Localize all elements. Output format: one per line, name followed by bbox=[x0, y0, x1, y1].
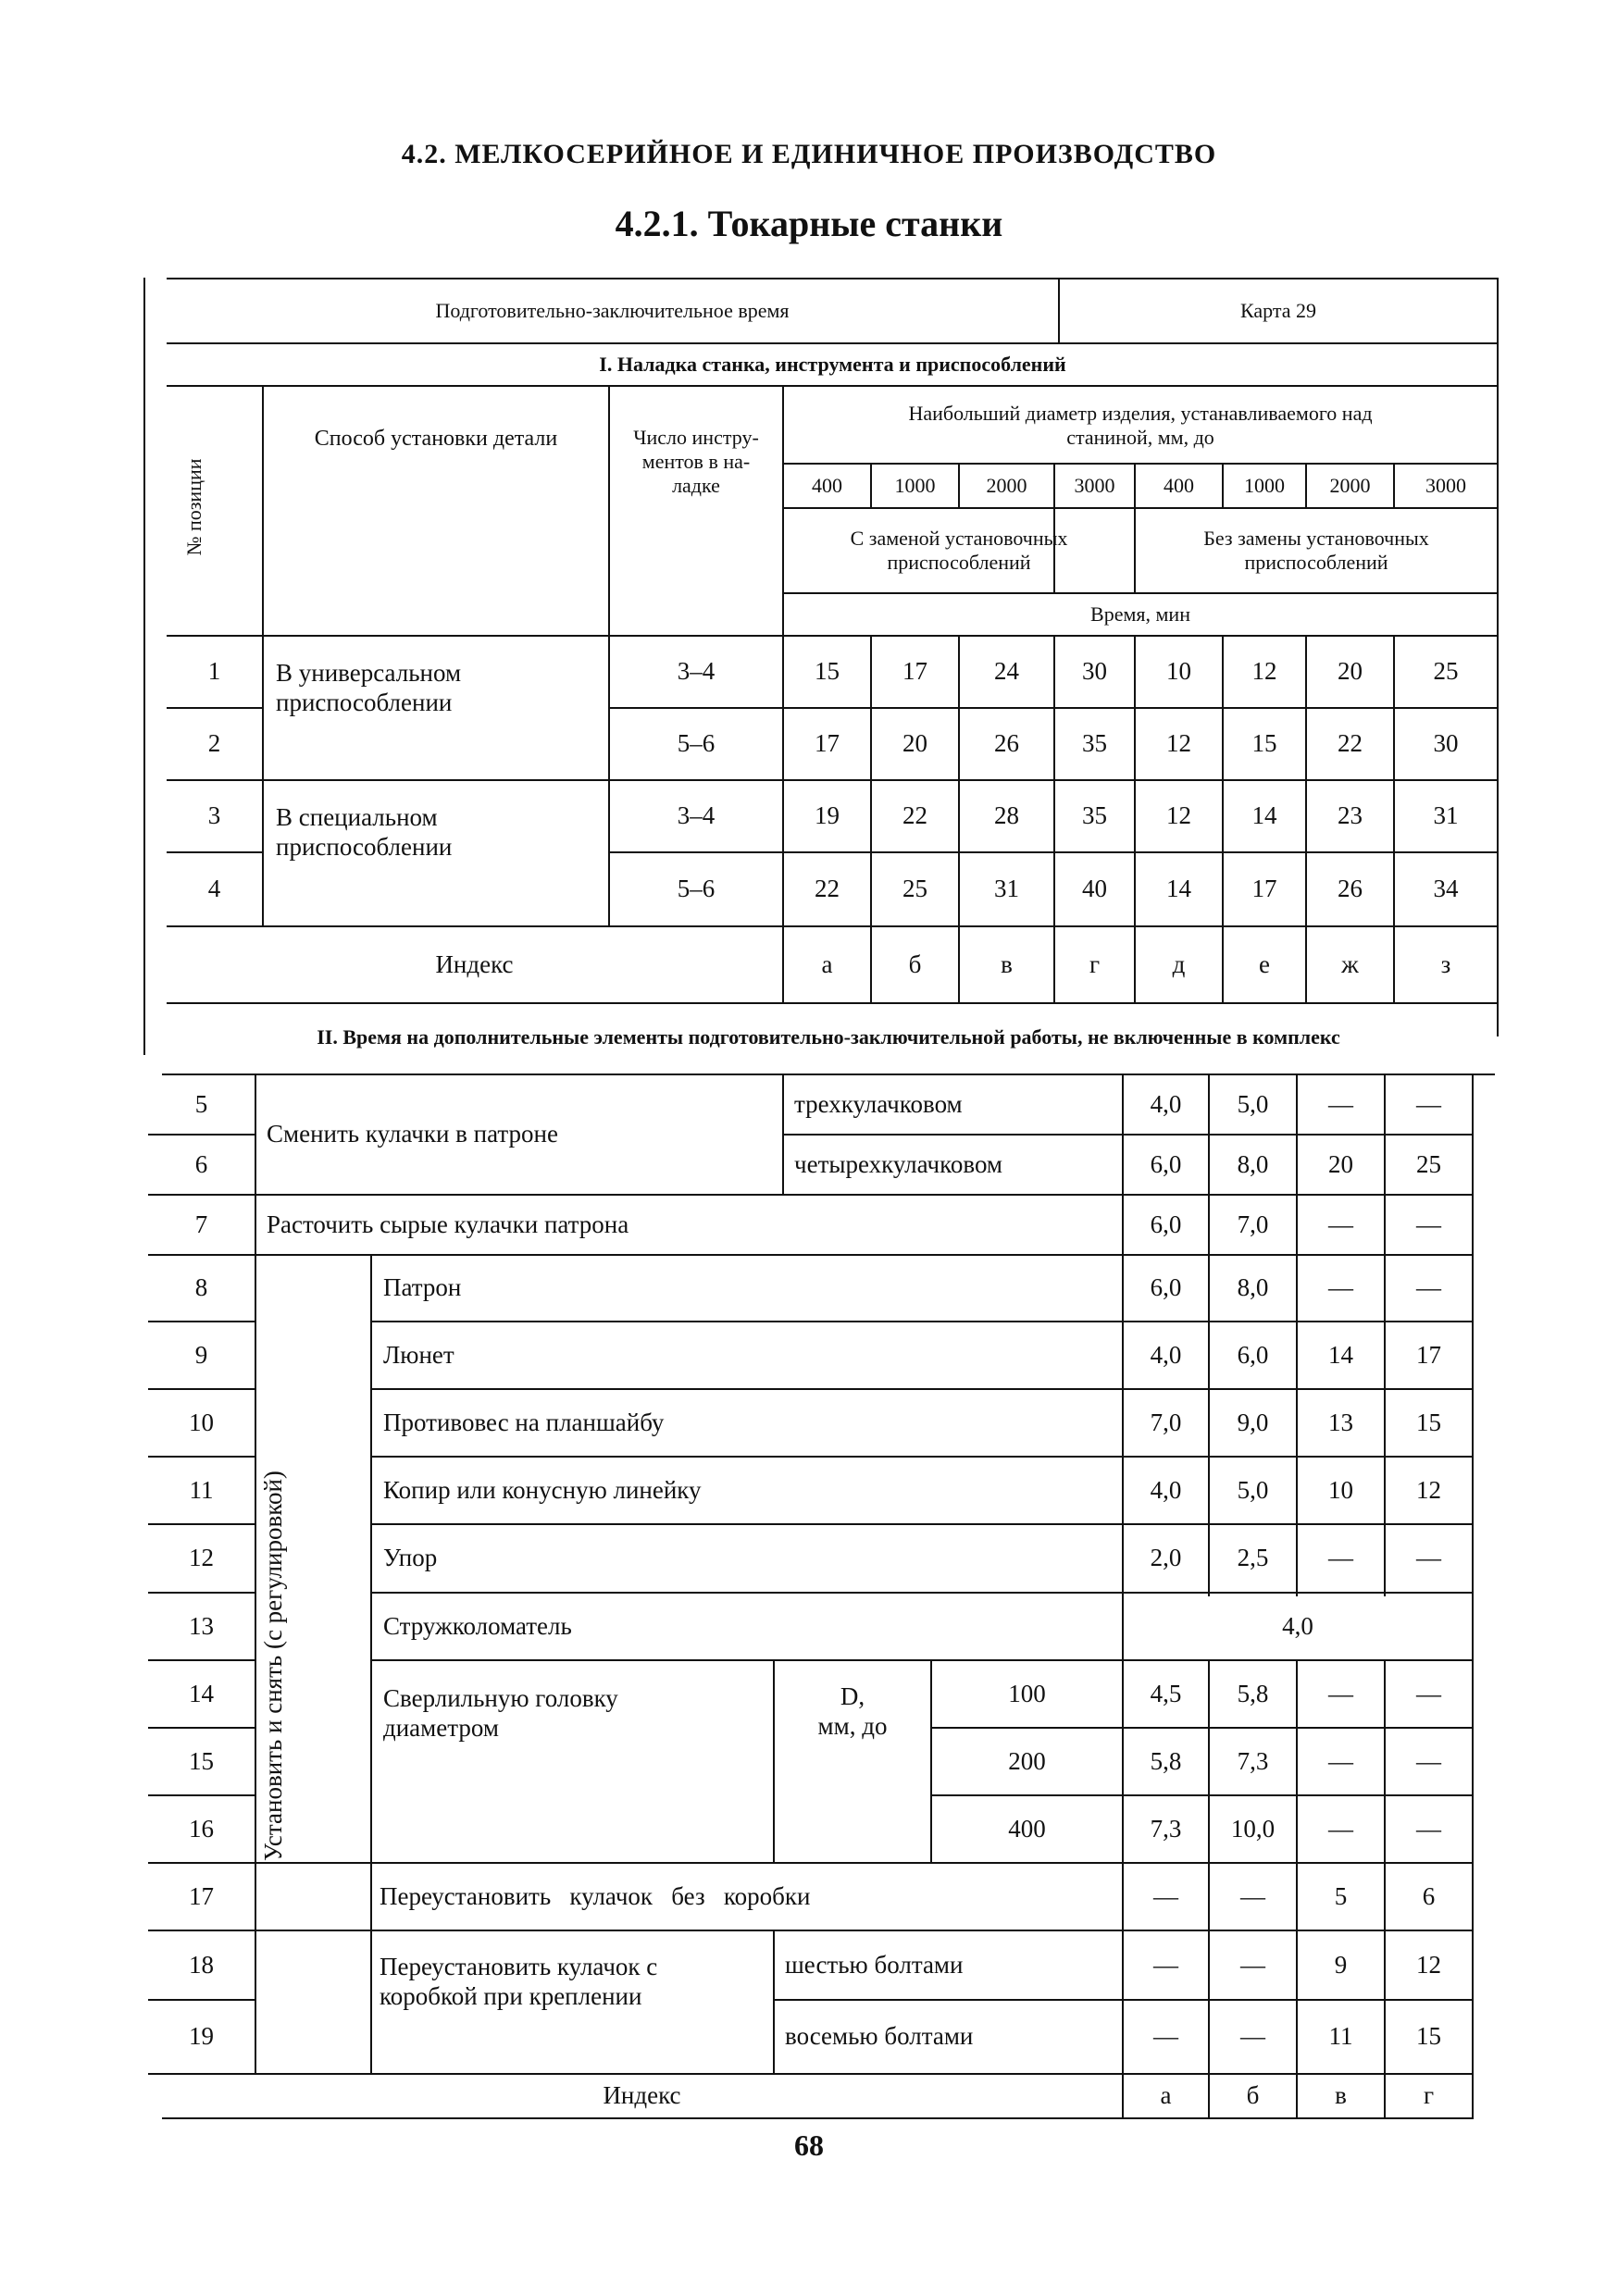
value-cell: 6,0 bbox=[1150, 1273, 1182, 1302]
index-cell: д bbox=[1172, 949, 1186, 978]
position-cell: 7 bbox=[194, 1210, 208, 1238]
index-cell: б bbox=[908, 949, 922, 978]
tools-cell: 3–4 bbox=[677, 657, 716, 686]
drill-d-label: D, мм, до bbox=[817, 1682, 888, 1740]
value-cell: 28 bbox=[994, 801, 1019, 830]
position-cell: 6 bbox=[194, 1149, 208, 1178]
card-number: Карта 29 bbox=[1239, 299, 1316, 323]
value-cell: 25 bbox=[1433, 657, 1459, 686]
change-jaws-label: Сменить кулачки в патроне bbox=[267, 1120, 558, 1148]
position-cell: 15 bbox=[189, 1746, 214, 1775]
value-cell: — bbox=[1416, 1089, 1441, 1118]
value-cell: 20 bbox=[1328, 1149, 1353, 1178]
position-cell: 4 bbox=[207, 875, 221, 903]
position-cell: 10 bbox=[189, 1408, 214, 1436]
value-cell: 30 bbox=[1433, 729, 1459, 758]
position-cell: 16 bbox=[189, 1814, 214, 1843]
value-cell: — bbox=[1328, 1210, 1353, 1238]
three-jaw-label: трехкулачковом bbox=[794, 1089, 963, 1118]
row-label: Переустановить кулачок без коробки bbox=[380, 1881, 811, 1910]
value-cell: — bbox=[1153, 1881, 1178, 1910]
value-cell: 4,0 bbox=[1150, 1475, 1182, 1504]
value-cell: — bbox=[1416, 1746, 1441, 1775]
index-cell: г bbox=[1089, 949, 1101, 978]
value-cell: 17 bbox=[1416, 1340, 1441, 1369]
value-cell: 40 bbox=[1082, 875, 1107, 903]
position-cell: 1 bbox=[207, 657, 221, 686]
index-label: Индекс bbox=[435, 949, 514, 978]
row-label: Стружколоматель bbox=[383, 1611, 572, 1640]
value-cell: 13 bbox=[1328, 1408, 1353, 1436]
value-cell: — bbox=[1416, 1273, 1441, 1302]
row-label: Противовес на планшайбу bbox=[383, 1408, 665, 1436]
value-cell: 14 bbox=[1166, 875, 1191, 903]
index-cell: з bbox=[1440, 949, 1451, 978]
method-special: В специальном приспособлении bbox=[276, 803, 453, 861]
method-column-header: Способ установки детали bbox=[314, 427, 558, 451]
bore-jaws-label: Расточить сырые кулачки патрона bbox=[267, 1210, 629, 1238]
index-cell: ж bbox=[1341, 949, 1359, 978]
value-cell: 22 bbox=[1338, 729, 1363, 758]
value-cell: 2,0 bbox=[1150, 1544, 1182, 1572]
value-cell: 12 bbox=[1166, 801, 1191, 830]
value-cell: — bbox=[1416, 1679, 1441, 1707]
value-cell: 30 bbox=[1082, 657, 1107, 686]
drill-diameter-cell: 100 bbox=[1008, 1679, 1046, 1707]
tools-cell: 5–6 bbox=[677, 729, 716, 758]
value-cell: 26 bbox=[1338, 875, 1363, 903]
index-cell: в bbox=[1001, 949, 1013, 978]
value-cell: 8,0 bbox=[1237, 1149, 1269, 1178]
group-without-replacement: Без замены установочных приспособлений bbox=[1203, 527, 1429, 574]
value-cell: 12 bbox=[1416, 1950, 1441, 1979]
value-cell: 2,5 bbox=[1237, 1544, 1269, 1572]
value-cell: 9 bbox=[1334, 1950, 1348, 1979]
value-cell: — bbox=[1328, 1814, 1353, 1843]
position-cell: 19 bbox=[189, 2022, 214, 2051]
diameter-cell: 2000 bbox=[1329, 474, 1371, 498]
value-cell: — bbox=[1328, 1089, 1353, 1118]
value-cell: 4,0 bbox=[1150, 1340, 1182, 1369]
value-cell: 35 bbox=[1082, 801, 1107, 830]
position-cell: 13 bbox=[189, 1611, 214, 1640]
card-title: Подготовительно-заключительное время bbox=[435, 299, 790, 323]
merged-value-cell: 4,0 bbox=[1282, 1611, 1313, 1640]
value-cell: 6,0 bbox=[1237, 1340, 1269, 1369]
part2-title: II. Время на дополнительные элементы подготовительно-заключительной работы, не включенные в комплекс bbox=[317, 1025, 1340, 1049]
value-cell: 14 bbox=[1328, 1340, 1353, 1369]
value-cell: 25 bbox=[1416, 1149, 1441, 1178]
value-cell: — bbox=[1328, 1679, 1353, 1707]
index-cell: а bbox=[821, 949, 833, 978]
install-remove-label: Установить и снять (с регулировкой) bbox=[258, 1471, 287, 1861]
part1-title: I. Наладка станка, инструмента и приспособлений bbox=[599, 353, 1066, 377]
tools-cell: 5–6 bbox=[677, 875, 716, 903]
value-cell: 10 bbox=[1328, 1475, 1353, 1504]
value-cell: 12 bbox=[1166, 729, 1191, 758]
value-cell: — bbox=[1328, 1544, 1353, 1572]
value-cell: 17 bbox=[902, 657, 927, 686]
position-cell: 17 bbox=[189, 1881, 214, 1910]
value-cell: 5,8 bbox=[1237, 1679, 1269, 1707]
value-cell: 15 bbox=[1251, 729, 1277, 758]
value-cell: 22 bbox=[902, 801, 927, 830]
time-label: Время, мин bbox=[1090, 602, 1190, 627]
diameter-cell: 400 bbox=[812, 474, 842, 498]
value-cell: 7,3 bbox=[1150, 1814, 1182, 1843]
value-cell: 6,0 bbox=[1150, 1149, 1182, 1178]
value-cell: 20 bbox=[1338, 657, 1363, 686]
diameter-cell: 2000 bbox=[986, 474, 1027, 498]
value-cell: 14 bbox=[1251, 801, 1277, 830]
tools-cell: 3–4 bbox=[677, 801, 716, 830]
index-cell: г bbox=[1423, 2081, 1435, 2110]
value-cell: — bbox=[1328, 1746, 1353, 1775]
position-cell: 11 bbox=[189, 1475, 214, 1504]
index-cell: а bbox=[1160, 2081, 1172, 2110]
index-cell: б bbox=[1246, 2081, 1260, 2110]
value-cell: — bbox=[1153, 1950, 1178, 1979]
value-cell: 19 bbox=[815, 801, 840, 830]
row-label: Люнет bbox=[383, 1340, 454, 1369]
value-cell: 20 bbox=[902, 729, 927, 758]
position-cell: 12 bbox=[189, 1544, 214, 1572]
value-cell: — bbox=[1416, 1210, 1441, 1238]
value-cell: — bbox=[1240, 1950, 1265, 1979]
drill-head-label: Сверлильную головку диаметром bbox=[383, 1684, 618, 1742]
value-cell: 17 bbox=[815, 729, 840, 758]
page-number: 68 bbox=[794, 2128, 824, 2162]
diameter-column-header: Наибольший диаметр изделия, устанавливаемого над станиной, мм, до bbox=[908, 402, 1373, 449]
value-cell: 35 bbox=[1082, 729, 1107, 758]
value-cell: 5,8 bbox=[1150, 1746, 1182, 1775]
index-cell: е bbox=[1259, 949, 1270, 978]
value-cell: 4,5 bbox=[1150, 1679, 1182, 1707]
group-with-replacement: С заменой установочных приспособлений bbox=[850, 527, 1068, 574]
value-cell: 12 bbox=[1251, 657, 1277, 686]
value-cell: 4,0 bbox=[1150, 1089, 1182, 1118]
drill-diameter-cell: 400 bbox=[1008, 1814, 1046, 1843]
value-cell: — bbox=[1328, 1273, 1353, 1302]
method-universal: В универсальном приспособлении bbox=[276, 659, 462, 716]
position-cell: 2 bbox=[207, 729, 221, 758]
value-cell: 7,3 bbox=[1237, 1746, 1269, 1775]
value-cell: 22 bbox=[815, 875, 840, 903]
row-label: Копир или конусную линейку bbox=[383, 1475, 702, 1504]
drill-diameter-cell: 200 bbox=[1008, 1746, 1046, 1775]
diameter-cell: 1000 bbox=[1244, 474, 1285, 498]
value-cell: 15 bbox=[1416, 1408, 1441, 1436]
value-cell: 11 bbox=[1328, 2022, 1353, 2051]
value-cell: — bbox=[1240, 2022, 1265, 2051]
diameter-cell: 3000 bbox=[1425, 474, 1466, 498]
value-cell: 15 bbox=[1416, 2022, 1441, 2051]
diameter-cell: 3000 bbox=[1074, 474, 1115, 498]
value-cell: 7,0 bbox=[1237, 1210, 1269, 1238]
sub-label: шестью болтами bbox=[785, 1950, 964, 1979]
value-cell: — bbox=[1416, 1544, 1441, 1572]
value-cell: 5,0 bbox=[1237, 1089, 1269, 1118]
value-cell: 8,0 bbox=[1237, 1273, 1269, 1302]
value-cell: — bbox=[1153, 2022, 1178, 2051]
diameter-cell: 400 bbox=[1164, 474, 1194, 498]
value-cell: 15 bbox=[815, 657, 840, 686]
tools-column-header: Число инстру- ментов в на- ладке bbox=[633, 426, 759, 497]
diameter-cell: 1000 bbox=[894, 474, 936, 498]
position-cell: 9 bbox=[194, 1340, 208, 1369]
value-cell: 26 bbox=[994, 729, 1019, 758]
row-label: Патрон bbox=[383, 1273, 462, 1302]
value-cell: 5 bbox=[1334, 1881, 1348, 1910]
position-cell: 5 bbox=[194, 1089, 208, 1118]
position-cell: 8 bbox=[194, 1273, 208, 1302]
value-cell: 24 bbox=[994, 657, 1019, 686]
value-cell: 25 bbox=[902, 875, 927, 903]
value-cell: 34 bbox=[1433, 875, 1459, 903]
value-cell: 31 bbox=[1433, 801, 1459, 830]
value-cell: 10,0 bbox=[1230, 1814, 1276, 1843]
value-cell: 7,0 bbox=[1150, 1408, 1182, 1436]
index-label: Индекс bbox=[603, 2081, 681, 2110]
value-cell: 17 bbox=[1251, 875, 1277, 903]
value-cell: — bbox=[1240, 1881, 1265, 1910]
position-cell: 3 bbox=[207, 801, 221, 830]
value-cell: 6,0 bbox=[1150, 1210, 1182, 1238]
value-cell: 12 bbox=[1416, 1475, 1441, 1504]
value-cell: 31 bbox=[994, 875, 1019, 903]
sub-label: восемью болтами bbox=[785, 2022, 974, 2051]
subsection-title: 4.2.1. Токарные станки bbox=[615, 203, 1003, 244]
section-title: 4.2. МЕЛКОСЕРИЙНОЕ И ЕДИНИЧНОЕ ПРОИЗВОДСТВО bbox=[401, 139, 1217, 169]
index-cell: в bbox=[1335, 2081, 1347, 2110]
value-cell: — bbox=[1416, 1814, 1441, 1843]
reinstall-box-label: Переустановить кулачок с коробкой при креплении bbox=[380, 1953, 658, 2010]
value-cell: 5,0 bbox=[1237, 1475, 1269, 1504]
value-cell: 10 bbox=[1166, 657, 1191, 686]
value-cell: 6 bbox=[1422, 1881, 1436, 1910]
position-cell: 18 bbox=[189, 1950, 214, 1979]
position-column-header: № позиции bbox=[182, 458, 205, 556]
value-cell: 23 bbox=[1338, 801, 1363, 830]
row-label: Упор bbox=[383, 1544, 438, 1572]
four-jaw-label: четырехкулачковом bbox=[794, 1149, 1003, 1178]
value-cell: 9,0 bbox=[1237, 1408, 1269, 1436]
position-cell: 14 bbox=[189, 1679, 214, 1707]
